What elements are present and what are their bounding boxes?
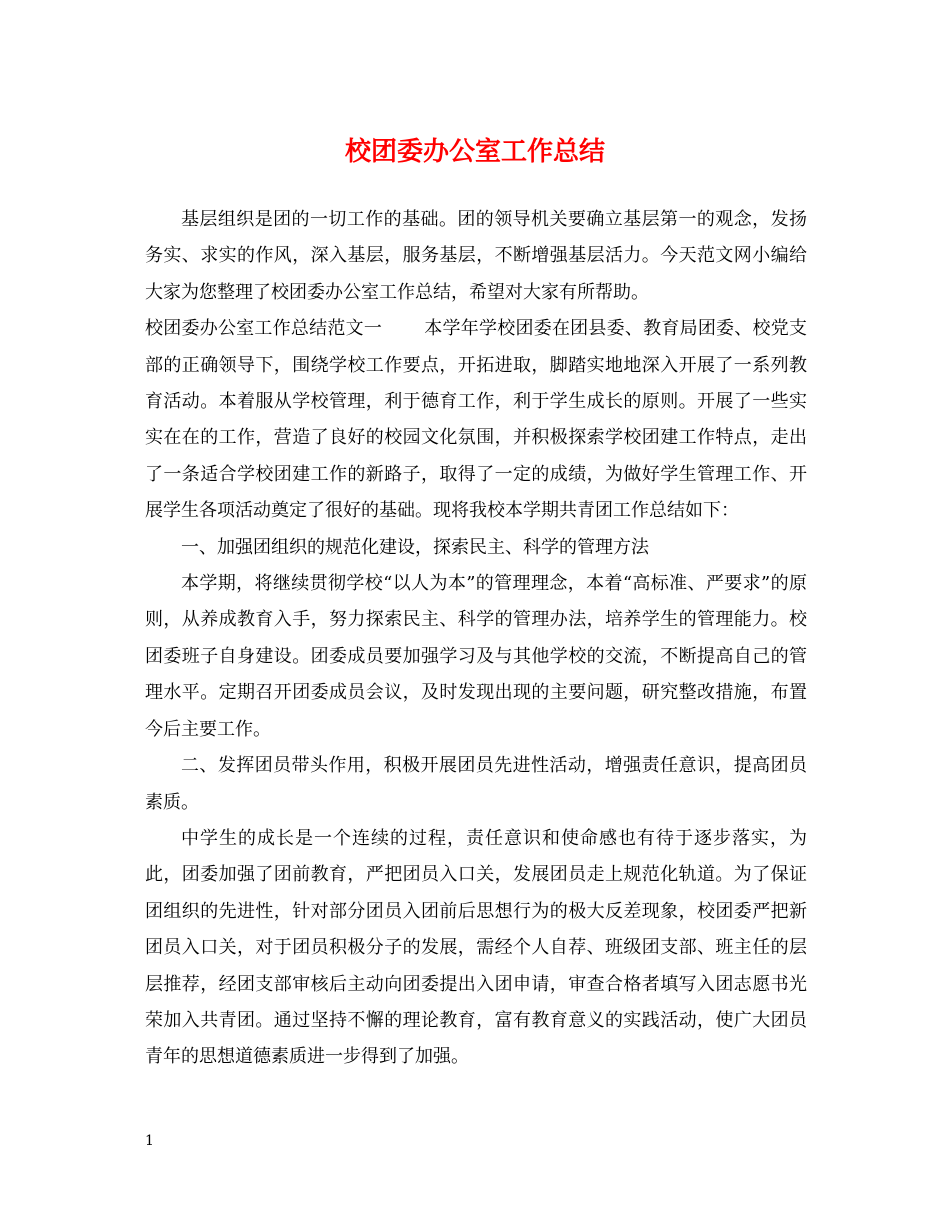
section2-paragraph: 中学生的成长是一个连续的过程，责任意识和使命感也有待于逐步落实，为此，团委加强了团前教育，严把团员入口关，发展团员走上规范化轨道。为了保证团组织的先进性，针对部分团员入团前后思想行为的极大反差现象，校团委严把新团员入口关，对于团员积极分子的发展，需经个人自荐、班级团支部、班主任的层层推荐，经团支部审核后主动向团委提出入团申请，审查合格者填写入团志愿书光荣加入共青团。通过坚持不懈的理论教育，富有教育意义的实践活动，使广大团员青年的思想道德素质进一步得到了加强。 xyxy=(145,827,807,1068)
section2-heading: 二、发挥团员带头作用，积极开展团员先进性活动，增强责任意识，提高团员素质。 xyxy=(145,755,807,813)
sample-heading: 校团委办公室工作总结范文一 xyxy=(145,318,383,340)
section1-paragraph: 本学期，将继续贯彻学校“以人为本”的管理理念，本着“高标准、严要求”的原则，从养成教育入手，努力探索民主、科学的管理办法，培养学生的管理能力。校团委班子自身建设。团委成员要加强学习及与其他学校的交流，不断提高自己的管理水平。定期召开团委成员会议，及时发现出现的主要问题，研究整改措施，布置今后主要工作。 xyxy=(145,573,807,740)
document-title: 校团委办公室工作总结 xyxy=(344,137,605,167)
section1-heading: 一、加强团组织的规范化建设，探索民主、科学的管理方法 xyxy=(181,536,649,558)
intro-paragraph: 基层组织是团的一切工作的基础。团的领导机关要确立基层第一的观念，发扬务实、求实的作风，深入基层，服务基层，不断增强基层活力。今天范文网小编给大家为您整理了校团委办公室工作总结，希望对大家有所帮助。 xyxy=(145,209,807,303)
sample-body: 本学年学校团委在团县委、教育局团委、校党支部的正确领导下，围绕学校工作要点，开拓进取，脚踏实地地深入开展了一系列教育活动。本着服从学校管理，利于德育工作，利于学生成长的原则。开展了一些实实在在的工作，营造了良好的校园文化氛围，并积极探索学校团建工作特点，走出了一条适合学校团建工作的新路子，取得了一定的成绩，为做好学生管理工作、开展学生各项活动奠定了很好的基础。现将我校本学期共青团工作总结如下： xyxy=(145,318,808,522)
document-body xyxy=(145,202,807,1076)
page-number: 1 xyxy=(145,1133,154,1149)
sample-paragraph xyxy=(145,311,807,529)
